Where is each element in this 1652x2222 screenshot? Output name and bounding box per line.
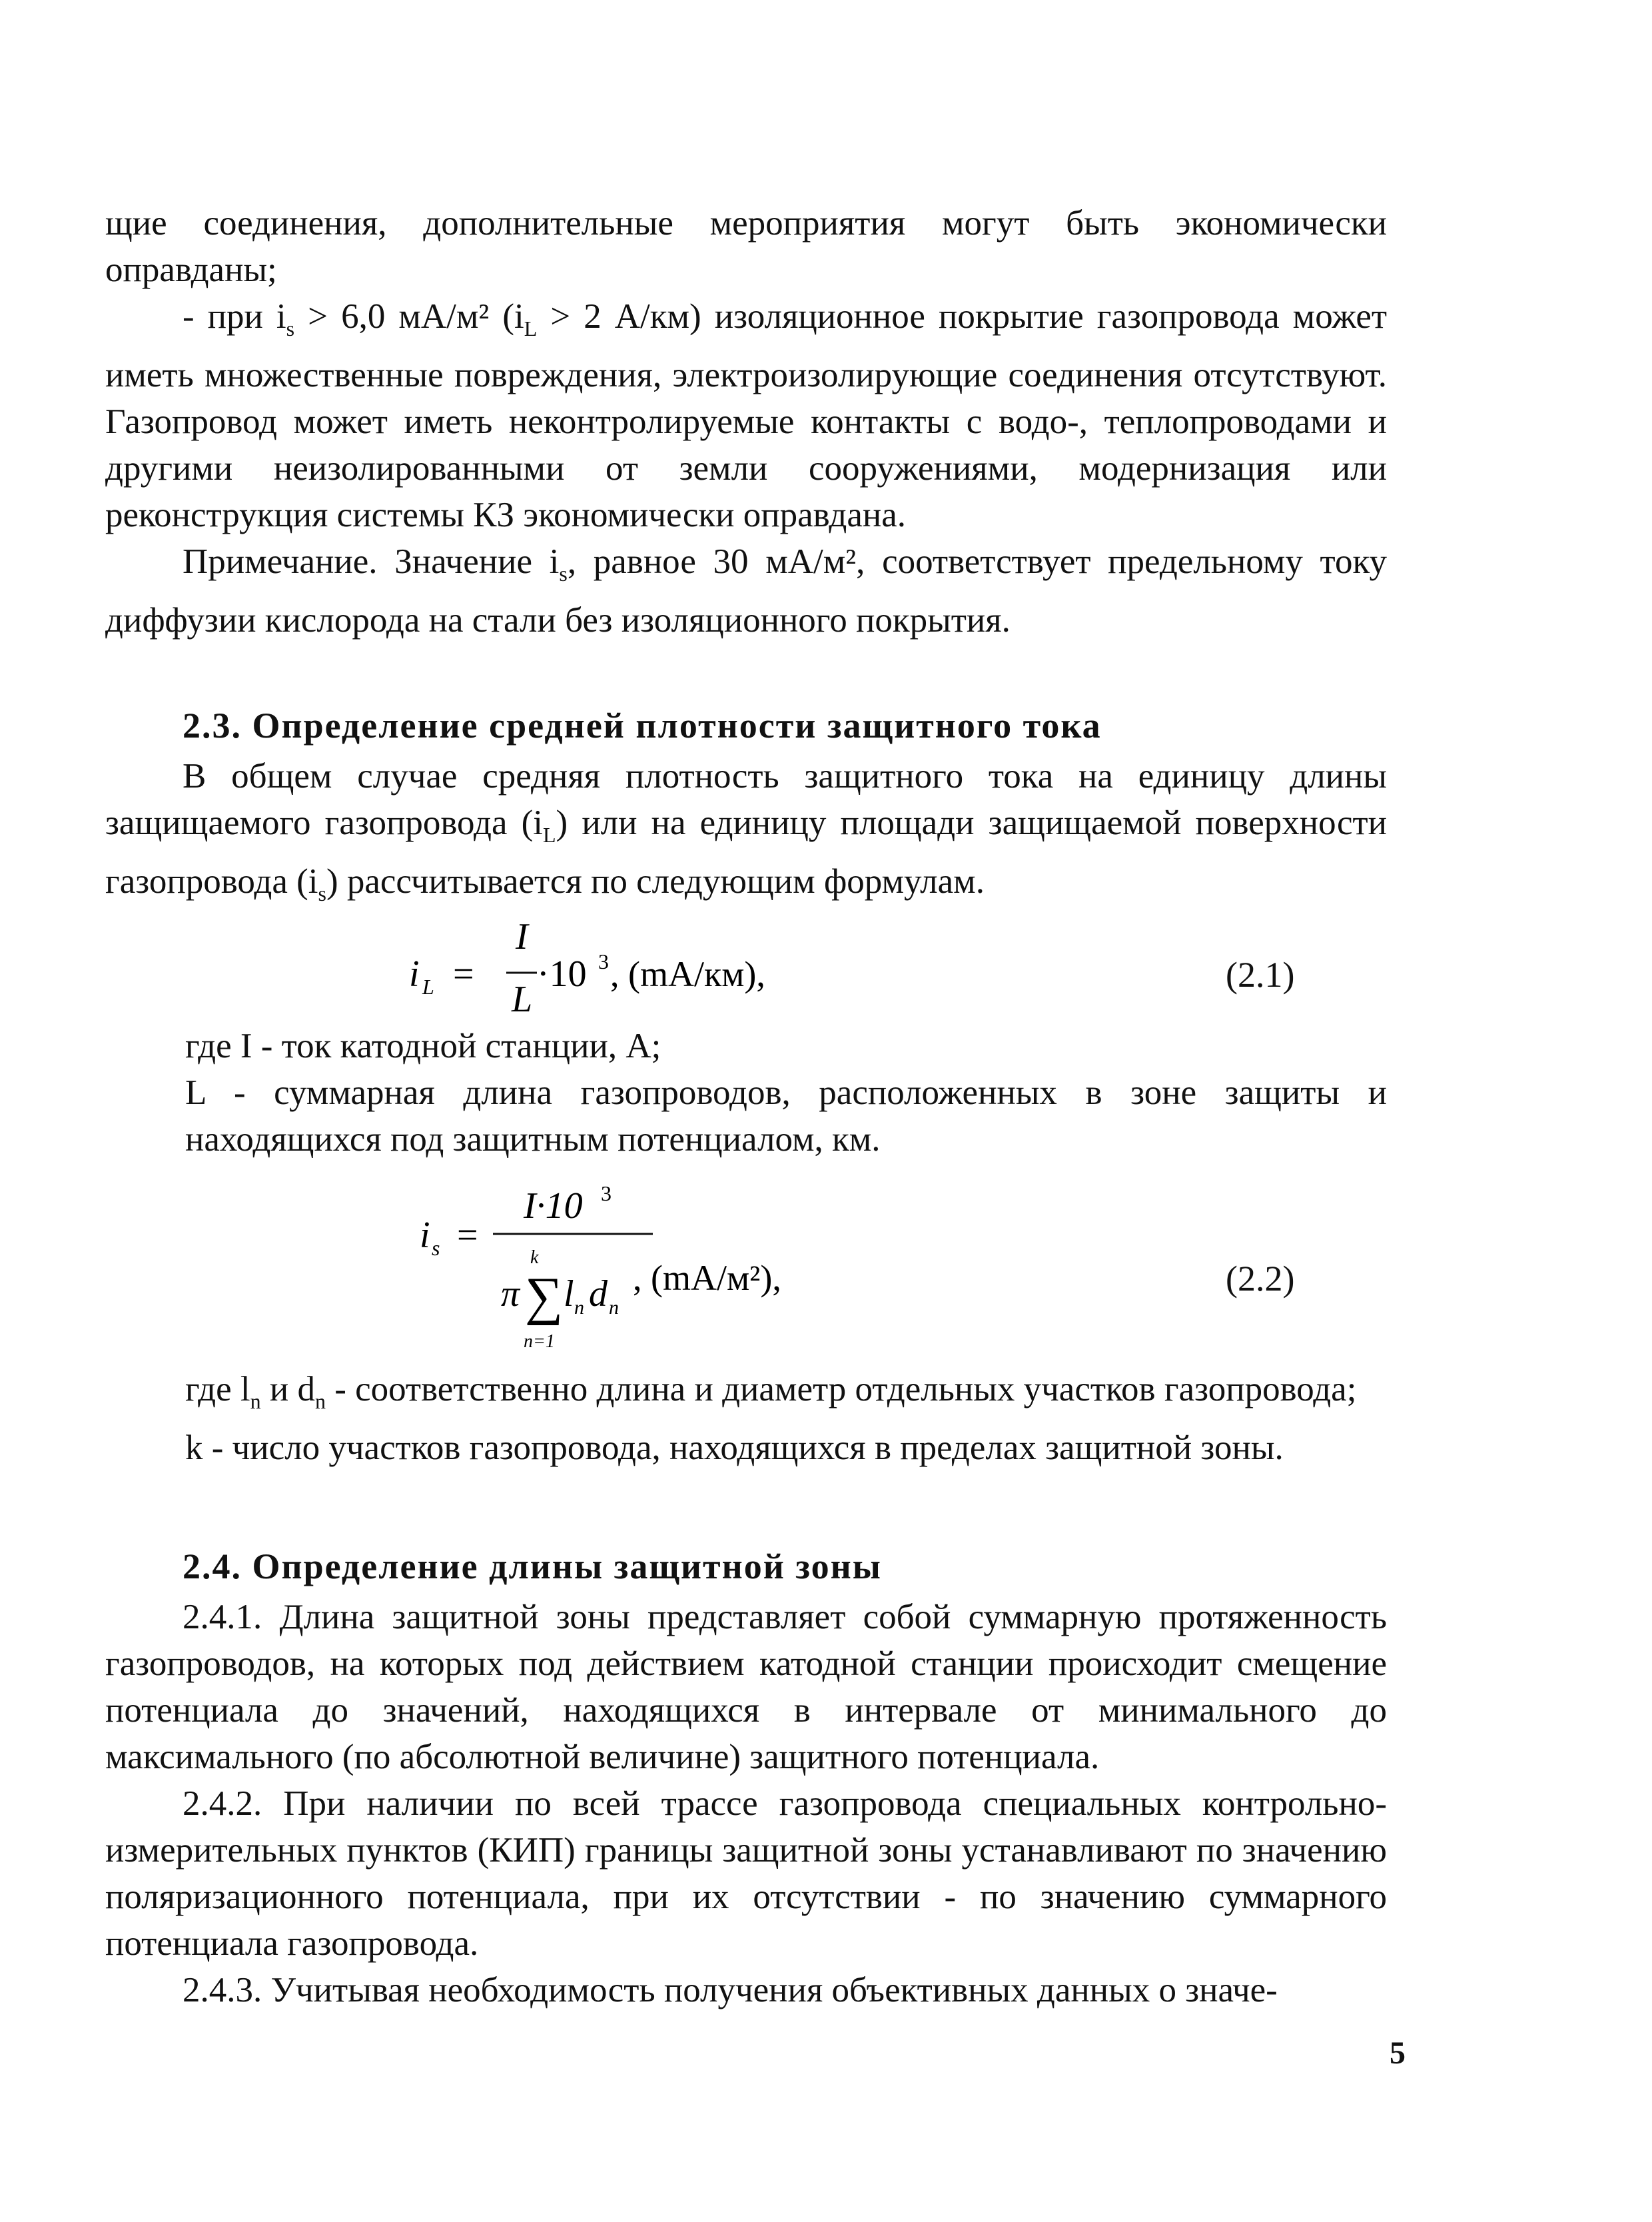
equation-2-1-graphic	[400, 911, 866, 1025]
paragraph-continuation: щие соединения, дополнительные мероприятия могут быть экономически оправданы;	[105, 204, 1387, 289]
eq1-units: , (mА/км),	[610, 954, 765, 994]
eq2-pi: π	[501, 1273, 520, 1315]
paragraph-condition: - при $i_s > 6,0$ мА/м² ($i_L > 2$ А/км) изоляционное покрытие газопровода может иметь множественные повреждения, электроизолирующие соединения отсутствуют. Газопровод может иметь неконтролируемые контакты с водо-, теплопроводами и другими неизолированными от земли сооружениями, модернизация или реконструкция системы КЗ экономически оправдана.	[105, 297, 1387, 534]
equation-number-2-1: (2.1)	[1226, 955, 1295, 995]
eq2-units: , (mА/м²),	[633, 1258, 781, 1298]
eq2-numerator-sup: 3	[601, 1181, 612, 1205]
section-heading-2-3: 2.3. Определение средней плотности защитного тока	[183, 706, 1102, 746]
eq1-lhs: i	[409, 953, 420, 995]
where-block-1	[105, 1023, 1387, 1163]
paragraph-2-4-1: 2.4.1. Длина защитной зоны представляет собой суммарную протяженность газопроводов, на которых под действием катодной станции происходит смещение потенциала до значений, находящихся в интервале от минимального до максимального (по абсолютной величине) защитного потенциала.	[105, 1598, 1387, 1776]
equation-number-2-2: (2.2)	[1226, 1259, 1295, 1299]
paragraph-2-4-2: 2.4.2. При наличии по всей трассе газопровода специальных контрольно-измерительных пунктов (КИП) границы защитной зоны устанавливают по значению поляризационного потенциала, при их отсутствии - по значению суммарного потенциала газопровода.	[105, 1784, 1387, 1963]
eq1-factor: ·10	[537, 953, 587, 995]
eq2-lhs-sub: s	[432, 1236, 440, 1260]
eq1-lhs-sub: L	[422, 975, 434, 999]
top-block	[105, 200, 1387, 644]
eq2-term-d-sub: n	[609, 1297, 619, 1319]
eq2-term-l-sub: n	[574, 1297, 584, 1319]
where-line-L: L - суммарная длина газопроводов, расположенных в зоне защиты и находящихся под защитным потенциалом, км.	[185, 1073, 1387, 1159]
equation-2-1	[400, 911, 866, 1034]
section-heading-2-4: 2.4. Определение длины защитной зоны	[183, 1546, 882, 1586]
where-line-I: где I - ток катодной станции, А;	[185, 1027, 661, 1065]
equation-2-2-graphic	[400, 1173, 906, 1373]
eq2-term-d: d	[589, 1273, 608, 1315]
where-block-2	[105, 1366, 1387, 1471]
page-number: 5	[1390, 2035, 1406, 2071]
section-2-4-body	[105, 1594, 1387, 2013]
eq2-term-l: l	[564, 1273, 574, 1315]
svg-text:=: =	[457, 1215, 478, 1256]
sum-symbol-icon: ∑	[525, 1267, 564, 1326]
equation-2-2	[400, 1173, 906, 1382]
eq1-denominator: L	[512, 979, 533, 1020]
eq1-factor-sup: 3	[598, 949, 609, 973]
eq2-sum-top: k	[530, 1247, 539, 1268]
eq2-sum-bottom: n=1	[524, 1331, 555, 1352]
eq1-numerator: I	[516, 916, 528, 957]
where-line-ln-dn: где $l_n$ и $d_n$ - соответственно длина и диаметр отдельных участков газопровода;	[185, 1370, 1357, 1413]
section-2-3-intro: В общем случае средняя плотность защитного тока на единицу длины защищаемого газопровода $(i_L)$ или на единицу площади защищаемой поверхности газопровода $(i_s)$ рассчитывается по следующим формулам.	[105, 757, 1387, 905]
eq2-lhs: i	[420, 1215, 430, 1256]
svg-text:=: =	[453, 953, 474, 995]
paragraph-note: Примечание. Значение $i_s$, равное 30 мА/м², соответствует предельному току диффузии кислорода на стали без изоляционного покрытия.	[105, 542, 1387, 640]
where-line-k: k - число участков газопровода, находящихся в пределах защитной зоны.	[185, 1428, 1284, 1467]
eq2-numerator: I·10	[524, 1185, 583, 1227]
paragraph-2-4-3: 2.4.3. Учитывая необходимость получения объективных данных о значе-	[183, 1971, 1278, 2009]
